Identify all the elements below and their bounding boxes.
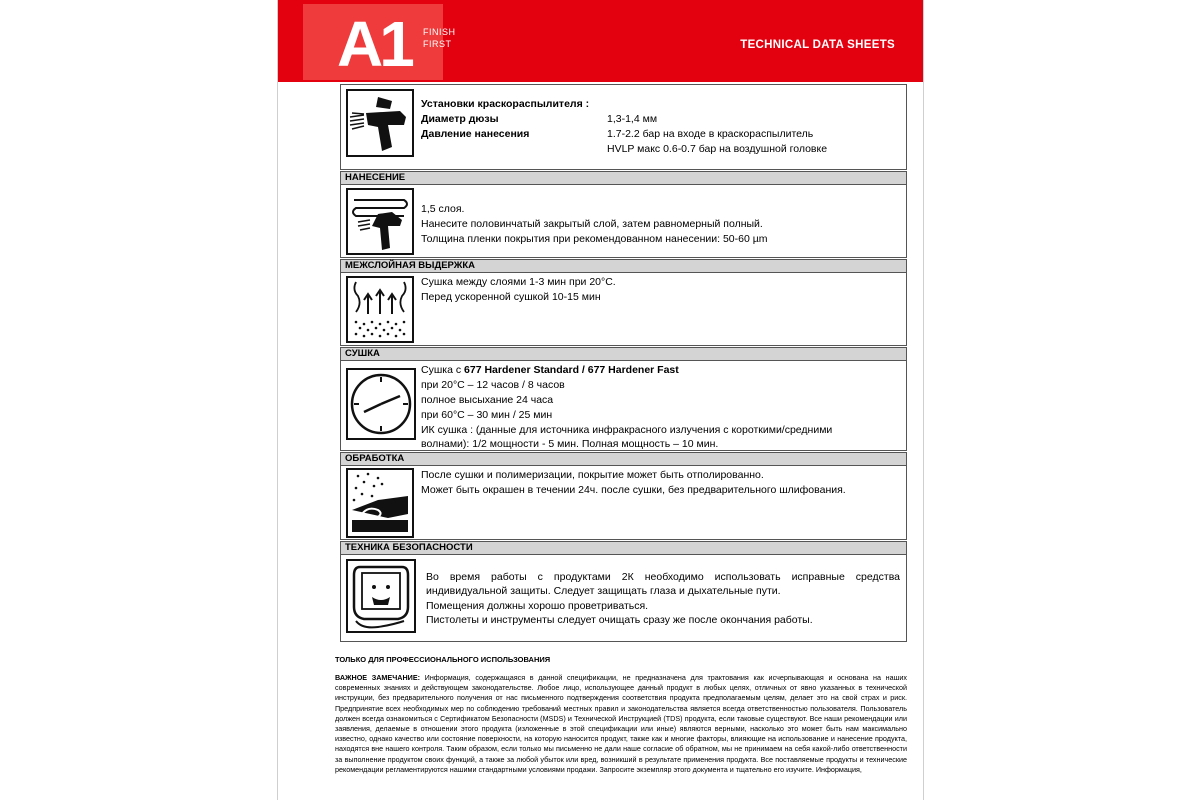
flash-off-section [340, 273, 907, 346]
document-page [277, 0, 924, 800]
safety-section-title: ТЕХНИКА БЕЗОПАСНОСТИ [340, 541, 907, 555]
drying-line: волнами): 1/2 мощности - 5 мин. Полная мощность – 10 мин. [421, 438, 719, 450]
polishing-section-title: ОБРАБОТКА [340, 452, 907, 466]
flash-off-line: Сушка между слоями 1-3 мин при 20°C. [421, 276, 616, 288]
drying-line: при 20°C – 12 часов / 8 часов [421, 379, 565, 391]
drying-line: ИК сушка : (данные для источника инфракрасного излучения с короткими/средними [421, 424, 833, 436]
pressure-value-inlet: 1.7-2.2 бар на входе в краскораспылитель [607, 128, 814, 140]
drying-section [340, 361, 907, 451]
polishing-section [340, 466, 907, 540]
sanding-hand-icon [346, 468, 414, 538]
safety-section [340, 555, 907, 642]
drying-section-title: СУШКА [340, 347, 907, 361]
nozzle-value: 1,3-1,4 мм [607, 113, 658, 125]
spray-settings-heading: Установки краскораспылителя : [421, 98, 590, 110]
header-banner [278, 0, 923, 82]
safety-line: Во время работы с продуктами 2К необходимо использовать исправные средства [426, 571, 900, 583]
pressure-value-hvlp: HVLP макс 0.6-0.7 бар на воздушной головке [607, 143, 828, 155]
clock-icon [346, 368, 416, 440]
application-section [340, 185, 907, 258]
spray-gun-settings-section [340, 84, 907, 170]
professional-use-notice: ТОЛЬКО ДЛЯ ПРОФЕССИОНАЛЬНОГО ИСПОЛЬЗОВАНИЯ [335, 655, 551, 664]
document-title: TECHNICAL DATA SHEETS [740, 39, 895, 51]
nozzle-label: Диаметр дюзы [421, 113, 499, 125]
brand-logo [303, 4, 456, 80]
disclaimer-paragraph [335, 673, 907, 775]
polishing-line: После сушки и полимеризации, покрытие может быть отполированно. [421, 469, 764, 481]
logo-tagline: FINISH FIRST [423, 27, 456, 49]
spray-pattern-icon [346, 188, 414, 255]
flash-off-section-title: МЕЖСЛОЙНАЯ ВЫДЕРЖКА [340, 259, 907, 273]
application-line: 1,5 слоя. [421, 203, 465, 215]
flash-off-line: Перед ускоренной сушкой 10-15 мин [421, 291, 601, 303]
spray-gun-icon [346, 89, 414, 157]
safety-line: Помещения должны хорошо проветриваться. [426, 600, 649, 612]
drying-line: полное высыхание 24 часа [421, 394, 554, 406]
hardener-name: 677 Hardener Standard / 677 Hardener Fast [464, 364, 679, 376]
application-section-title: НАНЕСЕНИЕ [340, 171, 907, 185]
application-line: Нанесите половинчатый закрытый слой, затем равномерный полный. [421, 218, 763, 230]
drying-line: при 60°C – 30 мин / 25 мин [421, 409, 553, 421]
evaporation-icon [346, 276, 414, 343]
disclaimer-text: Информация, содержащаяся в данной спецификации, не предназначена для трактования как исчерпывающая и основана на наших современных знаниях и действующем законодательстве. Любое лицо, использующее данный продукт в любых целях, отличных от явно указанных в технической инструкции, без предварительного получения от нас письменного подтверждения соответствия продукта предполагаемым целям, делает это на свой страх и риск. Предпринятие всех необходимых мер по соблюдению требований местных правил и законодательства является всегда ответственностью пользователя. Пользователь должен всегда ознакомиться с Сертификатом Безопасности (MSDS) и Технической Инструкцией (TDS) продукта, если таковые существуют. Все наши рекомендации или заявления, делаемые в отношении этого продукта (изложенные в этой спецификации или иные) являются верными, насколько это может быть нам максимально известно, однако качество или состояние поверхности, на которую наносится продукт, также как и многие факторы, влияющие на использование и нанесение продукта, находятся вне нашего контроля. Таким образом, если только мы письменно не дали наше согласие об обратном, мы не принимаем на себя какой-либо ответственности за выполнение продуктом своих функций, а также за любой убыток или вред, возникший в результате применения продукта. Все поставляемые продукты и технические рекомендации регламентируются нашими стандартными условиями продажи. Запросите экземпляр этого документа и тщательно его изучите. Информация, [335, 673, 907, 774]
drying-hardener-line: Сушка с 677 Hardener Standard / 677 Hardener Fast [421, 364, 679, 376]
polishing-line: Может быть окрашен в течении 24ч. после сушки, без предварительного шлифования. [421, 484, 846, 496]
logo-mark: A1 [337, 8, 411, 80]
application-line: Толщина пленки покрытия при рекомендованном нанесении: 50-60 µm [421, 233, 768, 245]
respirator-mask-icon [346, 559, 416, 633]
safety-line: индивидуальной защиты. Следует защищать глаза и дыхательные пути. [426, 585, 781, 597]
safety-line: Пистолеты и инструменты следует очищать сразу же после окончания работы. [426, 614, 813, 626]
pressure-label: Давление нанесения [421, 128, 530, 140]
disclaimer-label: ВАЖНОЕ ЗАМЕЧАНИЕ: [335, 673, 421, 682]
